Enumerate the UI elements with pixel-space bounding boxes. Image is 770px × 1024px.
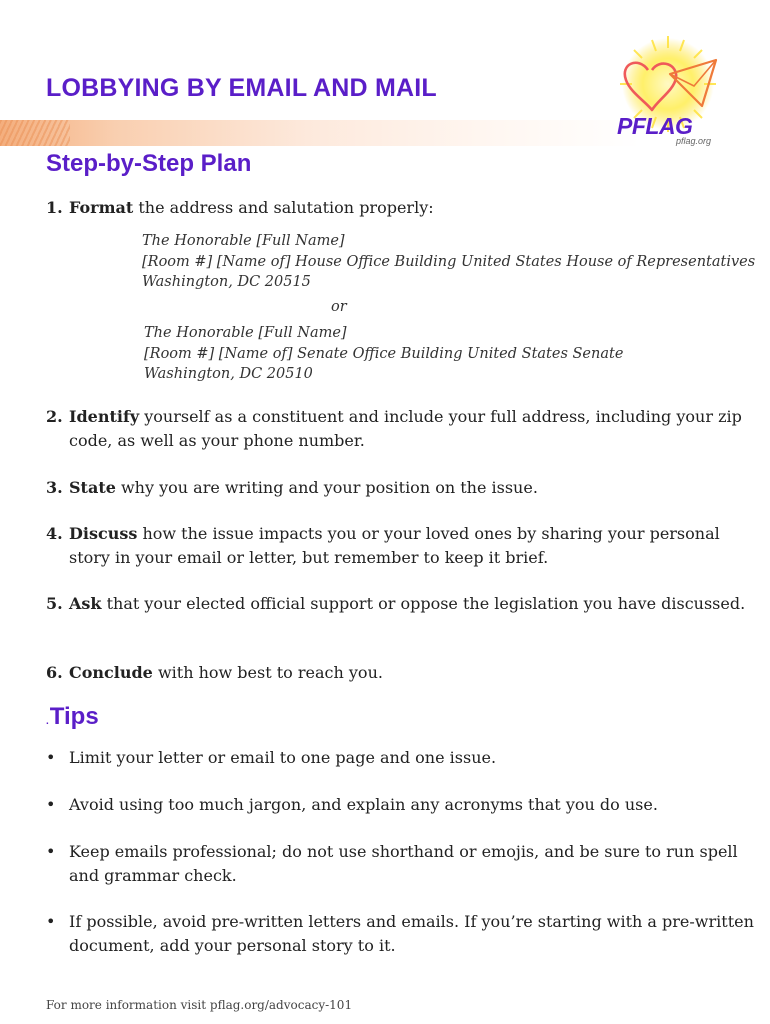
bullet-icon: • xyxy=(46,795,56,814)
address-line: The Honorable [Full Name] xyxy=(144,325,347,341)
step-number: 5. xyxy=(46,594,63,613)
step-item-discuss xyxy=(46,522,759,570)
tips-heading-text: Tips xyxy=(49,703,99,730)
step-item-format xyxy=(46,196,434,220)
pflag-logo-url: pflag.org xyxy=(676,136,712,146)
step-text: that your elected official support or oppose the legislation you have discussed. xyxy=(101,594,746,613)
address-line: [Room #] [Name of] Senate Office Building United States Senate xyxy=(144,345,624,362)
step-keyword: Discuss xyxy=(69,524,138,543)
tip-text: If possible, avoid pre-written letters and emails. If you’re starting with a pre-written document, add your personal story to it. xyxy=(69,912,754,955)
bullet-icon: • xyxy=(46,912,56,931)
step-keyword: State xyxy=(69,478,116,497)
tip-text: Avoid using too much jargon, and explain any acronyms that you do use. xyxy=(69,795,658,814)
address-line: [Room #] [Name of] House Office Building United States House of Representatives xyxy=(142,253,756,270)
step-keyword: Conclude xyxy=(69,663,153,682)
senate-address-block xyxy=(144,323,623,385)
step-text: yourself as a constituent and include your full address, including your zip code, as well as your phone number. xyxy=(69,407,742,450)
bullet-icon: • xyxy=(46,842,56,861)
step-text: with how best to reach you. xyxy=(152,663,383,682)
footer-note: For more information visit pflag.org/advocacy-101 xyxy=(46,998,353,1012)
address-line: The Honorable [Full Name] xyxy=(142,233,345,249)
step-number: 3. xyxy=(46,478,63,497)
tip-item xyxy=(46,746,759,770)
tip-item xyxy=(46,840,759,888)
step-text: the address and salutation properly: xyxy=(133,198,434,217)
tips-heading-prefix: . xyxy=(46,716,49,727)
address-line: Washington, DC 20515 xyxy=(142,274,311,290)
step-text: how the issue impacts you or your loved ones by sharing your personal story in your email or letter, but remember to keep it brief. xyxy=(69,524,720,567)
tip-item xyxy=(46,793,759,817)
header-stripe xyxy=(0,120,640,146)
step-keyword: Format xyxy=(69,198,134,217)
address-line: Washington, DC 20510 xyxy=(144,366,313,382)
step-number: 1. xyxy=(46,198,63,217)
step-item-state xyxy=(46,476,759,500)
step-number: 2. xyxy=(46,407,63,426)
house-address-block xyxy=(142,231,755,293)
step-item-ask xyxy=(46,592,759,616)
bullet-icon: • xyxy=(46,748,56,767)
step-item-identify xyxy=(46,405,759,453)
step-keyword: Identify xyxy=(69,407,140,426)
step-item-conclude xyxy=(46,661,759,685)
tip-item xyxy=(46,910,759,958)
step-number: 6. xyxy=(46,663,63,682)
tip-text: Limit your letter or email to one page and one issue. xyxy=(69,748,497,767)
step-text: why you are writing and your position on the issue. xyxy=(115,478,538,497)
address-or-separator: or xyxy=(331,299,347,315)
tips-heading xyxy=(46,703,99,731)
page-title: LOBBYING BY EMAIL AND MAIL xyxy=(46,74,437,102)
step-keyword: Ask xyxy=(69,594,102,613)
step-number: 4. xyxy=(46,524,63,543)
tip-text: Keep emails professional; do not use shorthand or emojis, and be sure to run spell and grammar check. xyxy=(69,842,738,885)
pflag-logo-wordmark: PFLAG xyxy=(617,113,693,139)
step-plan-heading: Step-by-Step Plan xyxy=(46,150,252,177)
